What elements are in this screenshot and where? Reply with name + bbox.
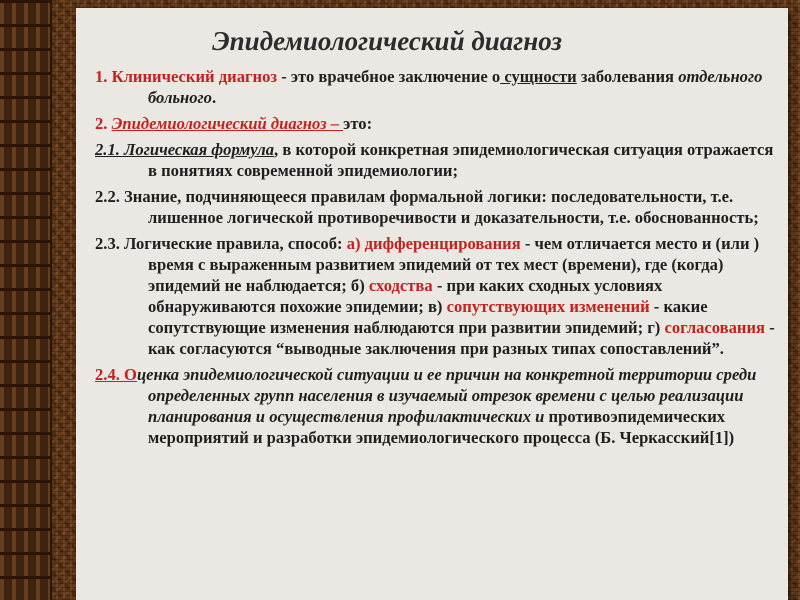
p24-italic-text: ценка эпидемиологической ситуации и ее причин на конкретной территории среди определенных групп населения в изучаемый отрезок времени с целью реализации планирования и осуществления профилактических и [136,365,757,426]
p24-number: 2.4. О [95,365,137,384]
paragraph-2-1 [95,139,785,181]
p23-text-2: - чем отличается место и (или ) время с выраженным развитием эпидемий от тех мест (времени), где (когда) эпидемий не наблюдается; б) [148,234,760,295]
p23-text-3: - при каких сходных условиях обнаруживаются похожие эпидемии; в) [148,276,663,316]
decorative-wood-strip [0,0,52,600]
p23-red-4: согласования [664,318,766,337]
p1-text-e: . [211,88,217,107]
p23-text-5: - как согласуются “выводные заключения при разных типах сопоставлений”. [148,318,775,358]
p2-text: это: [343,114,373,133]
p1-text-d: отдельного больного [148,67,763,107]
p23-text-4: - какие сопутствующие изменения наблюдаются при развитии эпидемий; г) [148,297,708,337]
p1-term: Клинический диагноз [111,67,278,86]
slide [76,8,788,600]
p24-text: противоэпидемических мероприятий и разработки эпидемиологического процесса (Б. Черкасский[1]) [148,407,735,447]
p1-text-b: сущности [500,67,577,86]
p22-text: 2.2. Знание, подчиняющееся правилам формальной логики: последовательности, т.е. лишенное логической противоречивости и доказательности, т.е. обоснованность; [95,187,759,227]
p21-lead: 2.1. Логическая формула [95,140,275,159]
paragraph-2-4 [95,364,785,448]
p2-term: Эпидемиологический диагноз [111,114,327,133]
slide-body [95,66,785,453]
p2-dash: – [326,114,344,133]
p23-red-3: сопутствующих изменений [446,297,650,316]
p23-red-2: сходства [368,276,433,295]
p1-text-c: заболевания [576,67,679,86]
p23-red-1: а) дифференцирования [346,234,521,253]
page-title: Эпидемиологический диагноз [212,26,562,56]
p1-number: 1. [95,67,112,86]
paragraph-2-2 [95,186,785,228]
p2-number: 2. [95,114,112,133]
paragraph-epidemiological-diagnosis [95,113,785,134]
paragraph-2-3 [95,233,785,359]
p1-text-a: - это врачебное заключение о [277,67,501,86]
p21-text: , в которой конкретная эпидемиологическая ситуация отражается в понятиях современной эпидемиологии; [148,140,774,180]
paragraph-clinical-diagnosis [95,66,785,108]
p23-text-1: 2.3. Логические правила, способ: [95,234,347,253]
